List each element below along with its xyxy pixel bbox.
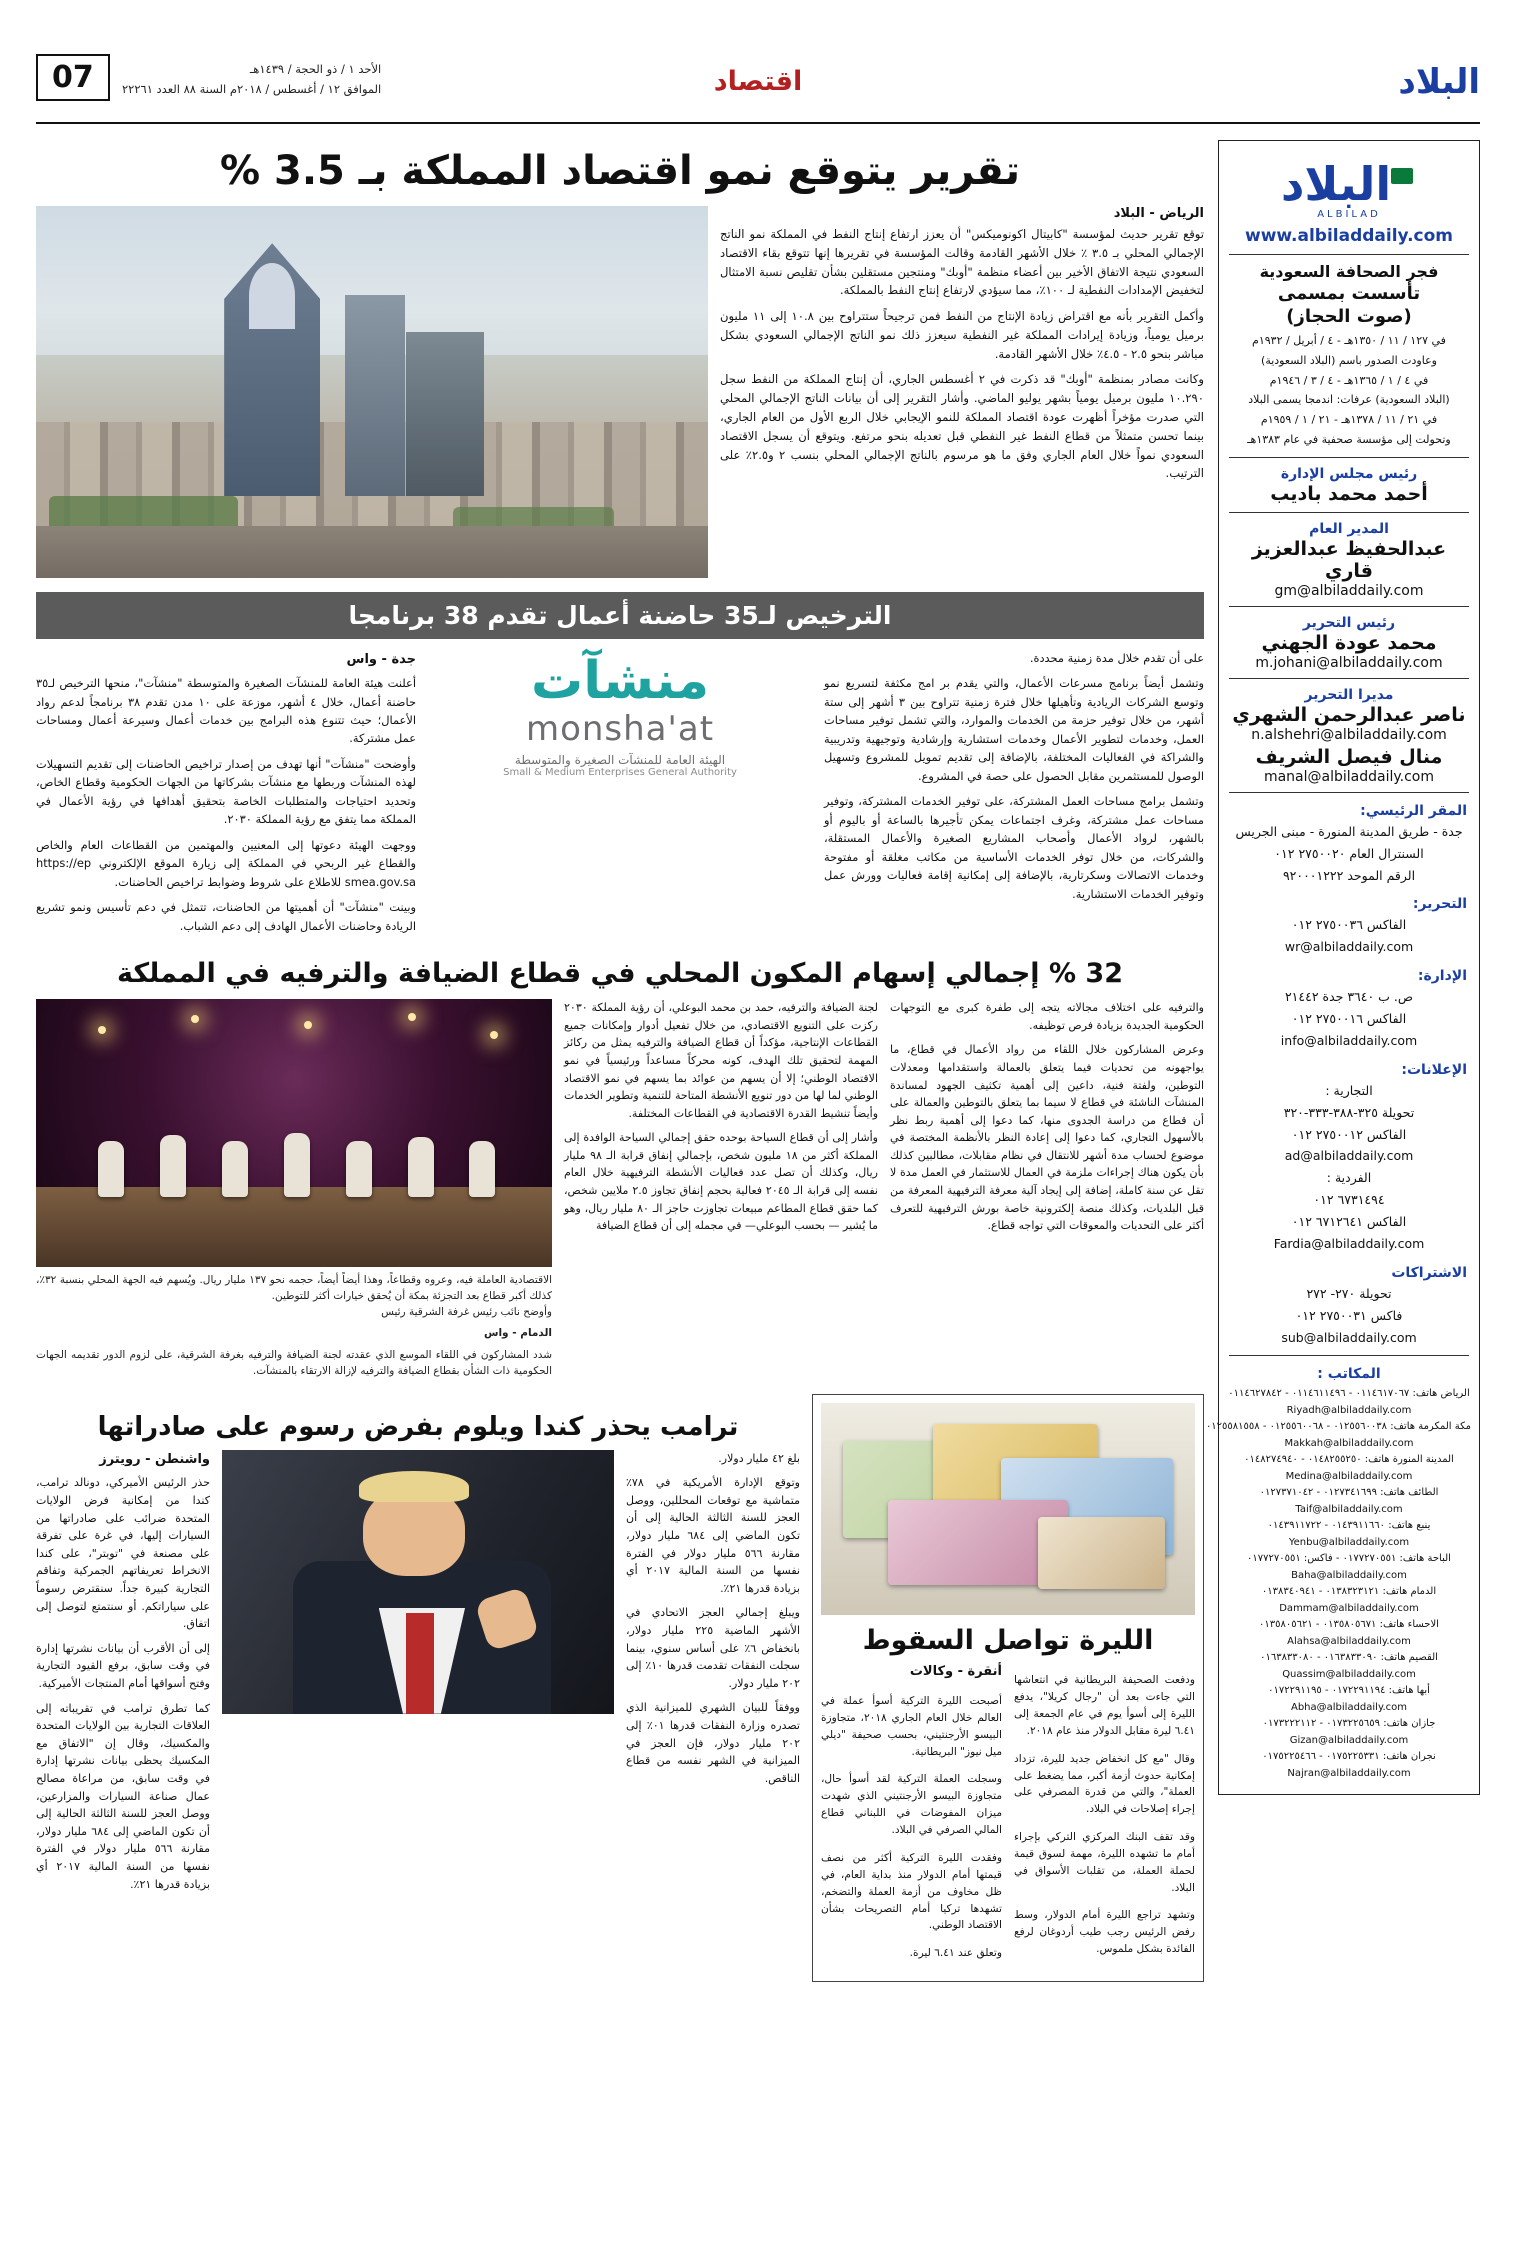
contact-email[interactable]: wr@albiladdaily.com: [1284, 939, 1414, 955]
history-line: وعاودت الصدور باسم (البلاد السعودية): [1261, 353, 1437, 367]
lead-dateline: الرياض - البلاد: [1113, 206, 1204, 221]
tourism-col-left: [890, 999, 1204, 1242]
contact-line: ص. ب ٣٦٤٠ جدة ٢١٤٤٢: [1284, 989, 1414, 1005]
staff-role: رئيس التحرير: [1302, 614, 1396, 631]
divider: [1229, 512, 1469, 513]
bureau-email[interactable]: Makkah@albiladdaily.com: [1284, 1437, 1414, 1449]
bureau-line: جازان هاتف: ٠١٧٣٢٢٥٦٥٩ - ٠١٧٣٢٢٢١١٢: [1262, 1718, 1436, 1730]
monshaat-logo-en: monsha'at: [525, 709, 715, 749]
bureau-email[interactable]: Yenbu@albiladdaily.com: [1288, 1536, 1410, 1548]
divider: [1229, 254, 1469, 255]
contact-headquarters: [1227, 803, 1471, 887]
history-line: في ١٢٧ / ١١ / ١٣٥٠هـ - ٤ / أبريل / ١٩٣٢م: [1252, 334, 1446, 347]
bureau-line: الباحة هاتف: ٠١٧٧٢٧٠٥٥١ - فاكس: ٠١٧٧٢٧٠٥٥١: [1247, 1553, 1451, 1565]
contact-line: الفردية :: [1326, 1170, 1372, 1186]
divider: [1229, 1355, 1469, 1356]
paragraph: وتعلق عند ٦.٤١ ليرة.: [909, 1947, 1002, 1959]
bureaus-list: [1205, 1386, 1471, 1782]
incubators-headline: الترخيص لـ35 حاضنة أعمال تقدم 38 برنامجا: [36, 592, 1204, 639]
trump-col-left: [626, 1450, 800, 1795]
sidebar-colophon: [1205, 140, 1480, 1795]
tagline-2: تأسست بمسمى: [1277, 283, 1421, 304]
sidebar-logo: البلاد: [1227, 161, 1471, 207]
staff-name: أحمد محمد باديب: [1270, 482, 1428, 505]
history-line: وتحولت إلى مؤسسة صحفية في عام ١٣٨٣هـ: [1247, 432, 1451, 446]
divider: [1229, 457, 1469, 458]
staff-editor-in-chief: [1227, 615, 1471, 671]
paragraph: إلى أن الأقرب أن بيانات نشرتها إدارة في وقت سابق، برفع القيود التجارية وفتح أسواقها أمام المنتجات الأميركية.: [36, 1641, 210, 1690]
staff-role: المدير العام: [1309, 520, 1389, 537]
contact-line: الرقم الموحد ٩٢٠٠٠١٢٢٢: [1282, 867, 1416, 883]
bureau-email[interactable]: Riyadh@albiladdaily.com: [1286, 1404, 1412, 1416]
bureau-email[interactable]: Gizan@albiladdaily.com: [1289, 1734, 1409, 1746]
paragraph: بلغ ٤٢ مليار دولار.: [718, 1451, 800, 1465]
contact-subscriptions: [1227, 1265, 1471, 1349]
staff-name: منال فيصل الشريف: [1255, 745, 1443, 768]
history-line: في ٤ / ١ / ١٣٦٥هـ - ٤ / ٣ / ١٩٤٦م: [1269, 373, 1429, 387]
section-title: اقتصاد: [713, 66, 803, 97]
staff-email[interactable]: gm@albiladdaily.com: [1274, 582, 1424, 599]
contact-email[interactable]: Fardia@albiladdaily.com: [1273, 1235, 1425, 1251]
tourism-lead-paragraph: شدد المشاركون في اللقاء الموسع الذي عقدته لجنة الضيافة والترفيه بغرفة الشرقية، على لزوم الدور تقديمه الجهات الحكومية ذات الشأن بقطاع الضيافة والترفيه لإزالة الارتقاء بالمنشآت.: [36, 1349, 552, 1377]
incubators-col-right: [36, 649, 416, 942]
monshaat-logo: [430, 649, 810, 778]
contact-line: التجارية :: [1325, 1082, 1373, 1098]
history-line: في ٢١ / ١١ / ١٣٧٨هـ - ٢١ / ١ / ١٩٥٩م: [1260, 413, 1438, 427]
paragraph: وأكمل التقرير بأنه مع اقتراض زيادة الإنتاج من النفط فمن ترجيحاً ستتراوح بين ١٠.٨ إلى ١١ مليون برميل يومياً، وزيادة إيرادات المملكة غير النفطية سيعزز ذلك نمو الناتج الإجمالي السعودي بشكل مباشر بنحو ٢.٥ - ٤.٥٪ خلال الأشهر القادمة.: [720, 309, 1204, 361]
trump-dateline: واشنطن - رويترز: [99, 1451, 210, 1467]
bureau-line: نجران هاتف: ٠١٧٥٢٢٥٣٣١ - ٠١٧٥٢٢٥٤٦٦: [1262, 1751, 1436, 1763]
bureau-email[interactable]: Najran@albiladdaily.com: [1287, 1767, 1411, 1779]
lira-headline: الليرة تواصل السقوط: [862, 1624, 1154, 1656]
contact-editorial: [1227, 896, 1471, 958]
trump-photo-portrait: [222, 1450, 614, 1714]
paragraph: لجنة الضيافة والترفيه، حمد بن محمد البوعلي، أن رؤية المملكة ٢٠٣٠ ركزت على التنويع الاقتصادي، من خلال تفعيل أدوار وإمكانات جميع القطاعات الإنتاجية، مؤكداً أن قطاع الضيافة والترفيه يمثل من ركائز المهمة لتحقيق تلك الهدف، كونه محركاً مساعداً ورئيسياً في نمو الاقتصاد الوطني؛ إلا أن يسهم من عوائد بما يسهم في نمو الاقتصاد الوطني لما لها من دور تنويع الأنشطة المتاحة للتنمية وتطوير الخدمات وأيضاً تنشيط القدرة الاقتصادية في القطاعات المختلفة.: [564, 1001, 878, 1120]
contact-line: فاكس ٢٧٥٠٠٣١ ٠١٢: [1295, 1307, 1403, 1323]
tourism-photo-block: [36, 999, 552, 1380]
paragraph: وأشار إلى أن قطاع السياحة بوحده حقق إجمالي السياحة الوافدة إلى المملكة أكثر من ١٨ مليون شخص، بإجمالي إنفاق قرابة الـ ٩٨ مليار ريال، وكذلك أن تصل عدد فعاليات الأنشطة الترفيهية خلال العام نفسه إلى قرابة الـ ٢٠٤٥ فعالية بحجم إنفاق تجاوز ٢.٥ ملايين شخص، كما حقق قطاع المطاعم مبيعات تجاوزت حاجز الـ ٨٠ مليار ريال، وهو ما يُشير — بحسب البوعلي— في مجمله إلى أن قطاع الضيافة: [564, 1131, 879, 1233]
saudi-flag-icon: [1391, 168, 1413, 184]
contact-advertising: [1227, 1062, 1471, 1255]
tourism-col-mid: [564, 999, 878, 1242]
monshaat-logo-ar: منشآت: [530, 651, 710, 711]
staff-email[interactable]: m.johani@albiladdaily.com: [1255, 654, 1443, 671]
bottom-row: [36, 1394, 1204, 1982]
tagline-1: فجر الصحافة السعودية: [1259, 262, 1439, 281]
divider: [1229, 792, 1469, 793]
paragraph: ودفعت الصحيفة البريطانية في انتعاشها التي جاءت بعد أن "رجال كريلا"، يدفع الليرة إلى أسوأ يوم في عام الجمعة إلى ٦.٤١ ليرة مقابل الدولار منذ عام ٢٠١٨.: [1014, 1674, 1195, 1738]
incubators-dateline: جدة - واس: [346, 652, 416, 667]
divider: [1229, 678, 1469, 679]
bureau-email[interactable]: Quassim@albiladdaily.com: [1282, 1668, 1416, 1680]
paragraph: حذر الرئيس الأميركي، دونالد ترامب، كندا من إمكانية فرض الولايات المتحدة ضرائب على صادراتها من السيارات إليها، في غرة على تفرقة على مصنعة في "توبتر"، على كندا الانخراط تعريفاتهم الجمركية وتفاقم التجارية كبيرة جداً. سنقترض رسوماً على سياراتكم. أو سنتمتع لتوصل إلى اتفاق.: [36, 1476, 210, 1631]
paragraph: وتشمل برامج مساحات العمل المشتركة، على توفير الخدمات المشتركة، وتوفير مساحات عمل مشتركة، وغرف اجتماعات يمكن تأجيرها بالساعة أو باليوم أو بالشهر، لرواد الأعمال وأصحاب المشاريع الصغيرة والأعمال المستقلة، والشركات، من خلال توفر الخدمات الأساسية من مكاتب مغلقة أو مفتوحة وخدمات الاتصالات وسكرتارية، بالإضافة إلى إمكانية إقامة فعاليات وورش عمل وتوفير الخدمات الاستشارية.: [824, 794, 1204, 901]
section-label: الإعلانات:: [1401, 1061, 1467, 1078]
history-line: (البلاد السعودية) عرفات: اندمجا يسمى البلاد: [1248, 393, 1450, 407]
contact-line: الفاكس ٢٧٥٠٠١٦ ٠١٢: [1291, 1011, 1407, 1027]
paragraph: وأوضحت "منشآت" أنها تهدف من إصدار تراخيص الحاضنات إلى تقديم التسهيلات لهذه المنشآت وربطها مع منشآت بشركاتها من الجهات الحكومية وقطاع الخاص، وتحديد احتياجات والمتطلبات الخاصة بتحقيق أهدافها في رؤية الأعمال في المملكة مما يتفق مع رؤية المملكة ٢٠٣٠.: [36, 756, 416, 827]
date-block: [122, 60, 381, 99]
contact-line: تحويلة ٢٧٠- ٢٧٢: [1306, 1285, 1392, 1301]
gregorian-date: الموافق ١٢ / أغسطس / ٢٠١٨م السنة ٨٨ العدد ٢٢٢٦١: [122, 81, 382, 96]
staff-name: محمد عودة الجهني: [1261, 631, 1437, 654]
history-block: [1227, 331, 1471, 450]
bureau-line: مكة المكرمة هاتف: ٠١٢٥٥٦٠٠٣٨ - ٠١٢٥٥٦٠٠٦٨ - ٠١٢٥٥٨١٥٥٨: [1205, 1421, 1471, 1433]
lira-dateline: أنقرة - وكالات: [909, 1663, 1002, 1679]
masthead: [36, 60, 1480, 122]
section-label: التحرير:: [1412, 896, 1467, 913]
bureau-line: المدينة المنورة هاتف: ٠١٤٨٢٥٥٢٥٠ - ٠١٤٨٢٧٤٩٤٠: [1244, 1454, 1454, 1466]
paragraph: ويبلغ إجمالي العجز الاتحادي في الأشهر الماضية ٢٢٥ مليار دولار، بانخفاض ٦٪ على أساس سنوي، بينما سجلت النفقات تقدمت قدرها ١٠٪ إلى ٢٠٢ مليار دولار.: [626, 1606, 801, 1690]
lead-headline: تقرير يتوقع نمو اقتصاد المملكة بـ 3.5 %: [220, 148, 1020, 194]
staff-email[interactable]: manal@albiladdaily.com: [1263, 768, 1435, 785]
contact-line: جدة - طريق المدينة المنورة - مبنى الجريس: [1235, 823, 1463, 839]
article-tourism: [36, 958, 1204, 1380]
bureau-email[interactable]: Abha@albiladdaily.com: [1290, 1701, 1407, 1713]
staff-role: رئيس مجلس الإدارة: [1280, 465, 1418, 482]
tagline-3: (صوت الحجاز): [1286, 306, 1412, 327]
trump-headline: ترامب يحذر كندا ويلوم بفرض رسوم على صادراتها: [97, 1411, 739, 1442]
hijri-date: الأحد ١ / ذو الحجة / ١٤٣٩هـ: [249, 62, 382, 76]
paragraph: وكانت مصادر بمنظمة "أوبك" قد ذكرت في ٢ أغسطس الجاري، أن إنتاج المملكة من النفط سجل ١٠.٢٩٠ مليون برميل يومياً بشهر يوليو الماضي. وأشار التقرير إلى أن بيانات الناتج الإجمالي المحلي التي صدرت مؤخراً أظهرت عودة اقتصاد المملكة للنمو الإيجابي خلال الربع الأول من العام الجاري، بينما تحسن متمثلاً من قطاع النفط غير النفطي قبل تعديله بنحو مرتفع. ويتوقع أن يسجل الاقتصاد السعودي نمواً خلال العام الجاري وفق ما هو مرسوم بالناتج الإجمالي المحلي بنسب ٢ و٢.٥٪ على الترتيب.: [720, 372, 1204, 481]
section-label: الإدارة:: [1417, 968, 1467, 985]
monshaat-subtitle-en: Small & Medium Enterprises General Authority: [503, 767, 737, 778]
main-content: [36, 140, 1204, 1982]
paragraph: وفقدت الليرة التركية أكثر من نصف قيمتها أمام الدولار منذ بداية العام، في ظل مخاوف من أزمة العملة والتضخم، تشهدها تركيا أمام التصريحات بشأن الاقتصاد الوطني.: [821, 1851, 1002, 1932]
bureau-email[interactable]: Taif@albiladdaily.com: [1295, 1503, 1403, 1515]
lira-col-left: [1014, 1662, 1195, 1973]
lira-photo-banknotes: [821, 1403, 1195, 1615]
contact-email[interactable]: ad@albiladdaily.com: [1284, 1148, 1414, 1164]
page-number: 07: [36, 54, 110, 101]
bureaus-label: المكاتب :: [1317, 1366, 1381, 1383]
paragraph: وقد تقف البنك المركزي التركي بإجراء أمام ما تشهده الليرة، مهمة لسوق قيمة لحملة العملة، من تقلبات الأسواق في البلاد.: [1014, 1830, 1195, 1894]
paragraph: وقال "مع كل انخفاض جديد لليرة، تزداد إمكانية حدوث أزمة أكبر، مما يضغط على العملة"، والتي من قدرة المصرفي على إجراء إصلاحات في البلاد.: [1014, 1752, 1195, 1816]
trump-col-right: [36, 1450, 210, 1900]
tourism-photo-circus-show: [36, 999, 552, 1267]
paragraph: وسجلت العملة التركية لقد أسوأ حال، متجاوزة البيسو الأرجنتيني الذي شهدت ميزان المفوضات في اللبناني قطاع المالي الصرفي في البلاد.: [821, 1773, 1002, 1837]
staff-role: مديرا التحرير: [1304, 686, 1394, 703]
bureau-line: الرياض هاتف: ٠١١٤٦١٧٠٦٧ - ٠١١٤٦١١٤٩٦ - ٠١١٤٦٢٧٨٤٢: [1228, 1388, 1470, 1400]
bureau-email[interactable]: Alahsa@albiladdaily.com: [1287, 1635, 1411, 1647]
paragraph: توقع تقرير حديث لمؤسسة "كابيتال اكونوميكس" أن يعزز ارتفاع إنتاج النفط في المملكة نمو الناتج الإجمالي المحلي بـ ٣.٥ ٪ خلال الأشهر القادمة وقالت المؤسسة في تقريرها إنها تتوقع بقاء الاقتصاد السعودي نتيجة الاتفاق الأخير بين أعضاء منظمة "أوبك" ومنتجين مستقلين بشأن تقليص نسبة الامتثال لتخفيض الإمدادات النفطية لـ ١٠٠٪، مما سيؤدي لارتفاع إنتاج النفط بالمملكة.: [720, 227, 1204, 298]
contact-email[interactable]: info@albiladdaily.com: [1280, 1032, 1418, 1048]
staff-managing-editors: [1227, 687, 1471, 785]
caption-line: الاقتصادية العاملة فيه، وعروه وقطاعاً، وهذا أيضاً أيضاً، حجمه نحو ١٣٧ مليار ريال. ويُسهم فيه الجهة المحلي بنسبة ٣٢٪، كذلك أكبر قطاع بعد التجزئة بمكة أن يُحقق خيارات أكثر للتوطين.: [36, 1274, 552, 1302]
paragraph: وبينت "منشآت" أن أهميتها من الحاضنات، تتمثل في دعم تأسيس ونمو تشريع الريادة وحاضنات الأعمال الهادف إلى دعم الشباب.: [36, 900, 416, 933]
article-trump: [36, 1394, 800, 1900]
sidebar-logo-latin: ALBILAD: [1317, 209, 1381, 220]
caption-line: وأوضح نائب رئيس غرفة الشرقية رئيس: [381, 1305, 552, 1318]
bureau-line: ينبع هاتف: ٠١٤٣٩١١٦٦٠ - ٠١٤٣٩١١٧٢٢: [1267, 1520, 1431, 1532]
paragraph: كما تطرق ترامب في تقريباته إلى العلاقات التجارية بين الولايات المتحدة والمكسيك، وقال إن "الاتفاق مع المكسيك يحظى بيانات نشرتها إدارة في وقت سابق، من مراعاة مصالح عمال صناعة السيارات والمزارعين، ووصل العجز للسنة الثالثة الحالية إلى أن تكون الماضي إلى ٦٨٤ مليار دولار، مقارنة ٥٦٦ مليار دولار في الفترة نفسها من السنة المالية ٢٠١٧ أي بزيادة قدرها ٢١٪.: [36, 1701, 210, 1891]
contact-line: الفاكس ٢٧٥٠٠١٢ ٠١٢: [1291, 1126, 1407, 1142]
paragraph: ووجهت الهيئة دعوتها إلى المعنيين والمهتمين من القطاعات العام والخاص والقطاع غير الربحي في المملكة إلى زيارة الموقع الإلكتروني https://ep smea.gov.sa للاطلاع على شروط وضوابط تراخيص الحاضنات.: [36, 837, 416, 889]
lead-photo-riyadh-skyline: [36, 206, 708, 578]
monshaat-subtitle-ar: الهيئة العامة للمنشآت الصغيرة والمتوسطة: [514, 753, 726, 767]
contact-line: الفاكس ٦٧١٢٦٤١ ٠١٢: [1291, 1214, 1407, 1230]
divider: [1229, 606, 1469, 607]
website-url[interactable]: www.albiladdaily.com: [1245, 226, 1453, 246]
staff-name: عبدالحفيظ عبدالعزيز قاري: [1251, 537, 1447, 582]
paragraph: والترفيه على اختلاف مجالاته يتجه إلى طفرة كبرى مع التوجهات الحكومية الجديدة بزيادة فرص توظيفه.: [890, 1001, 1204, 1032]
staff-gm: [1227, 521, 1471, 599]
contact-line: السنترال العام ٢٧٥٠٠٢٠ ٠١٢: [1274, 845, 1424, 861]
bureau-line: الدمام هاتف: ٠١٣٨٣٢٣١٢١ - ٠١٣٨٣٤٠٩٤١: [1261, 1586, 1437, 1598]
masthead-divider: [36, 122, 1480, 124]
paragraph: وتوقع الإدارة الأمريكية في ٧٨٪ متماشية مع توقعات المحللين، ووصل العجز للسنة الثالثة الحالية إلى أن تكون الماضي إلى ٦٨٤ مليار دولار، مقارنة ٥٦٦ مليار دولار في الفترة نفسها من السنة المالية ٢٠١٧ أي بزيادة قدرها ٢١٪.: [626, 1476, 801, 1595]
tourism-dateline: الدمام - واس: [483, 1327, 552, 1340]
bureau-line: الطائف هاتف: ٠١٢٧٣٤١٦٩٩ - ٠١٢٧٣٧١٠٤٢: [1259, 1487, 1439, 1499]
section-label: المقر الرئيسي:: [1360, 802, 1467, 819]
article-lira: [812, 1394, 1204, 1982]
contact-line: ٦٧٣١٤٩٤ ٠١٢: [1313, 1192, 1385, 1208]
bureau-line: القصيم هاتف: ٠١٦٣٨٣٣٠٩٠ - ٠١٦٣٨٣٣٠٨٠: [1260, 1652, 1438, 1664]
staff-name: ناصر عبدالرحمن الشهري: [1232, 703, 1466, 726]
article-lead: [36, 146, 1204, 578]
bureau-email[interactable]: Baha@albiladdaily.com: [1291, 1569, 1407, 1581]
paper-logo: البلاد: [1398, 62, 1480, 102]
lira-col-right: [821, 1662, 1002, 1973]
contact-administration: [1227, 968, 1471, 1052]
lead-text-column: [720, 206, 1204, 578]
contact-line: تحويلة ٣٢٥-٣٨٨-٣٣٣-٣٢٠: [1283, 1104, 1415, 1120]
staff-chairman: [1227, 466, 1471, 505]
paragraph: على أن تقدم خلال مدة زمنية محددة.: [1029, 651, 1204, 665]
paragraph: ووفقاً للبيان الشهري للميزانية الذي تصدره وزارة النفقات قدرها ٠١٪ إلى ٢٠٢ مليار دولار، فإن العجز في الميزانية في الشهر نفسه من قطاع الناقص.: [626, 1701, 800, 1785]
paragraph: وعرض المشاركون خلال اللقاء من رواد الأعمال في قطاع، ما يواجهونه من تحديات فيما يتعلق بالعمالة واستقدامها ومعدلات التوطين، ولفتة فنية، داعين إلى أهمية تكثيف الجهود لمساندة المنشآت الناشئة في قطاع لا سيما بما يتعلق بالتوطين والعمالة على أن قطاع من دراسة الجدوى منها، كما دعوا إلى أهمية ربط نظر بالأسهول التجاري، كما دعوا إلى إعادة النظر بالأنظمة المختصة في موضوع لحساب مدة أشهر للانتقال في نظام مقابلات، مطالبين كذلك بأن يكون هناك إجراءات ملزمة في العمال للاستثمار في العمل مدة لا تقل عن سنة كاملة، إضافة إلى إيجاد آلية معرفة الترفيهية المعرفة من قبل البلديات، وكذلك منصة إلكترونية خاصة بورش الترفيهية للتعرف أكثر على التحديات والمعوقات التي تواجه قطاع.: [890, 1043, 1204, 1233]
incubators-col-mid: [824, 649, 1204, 910]
tourism-headline: 32 % إجمالي إسهام المكون المحلي في قطاع الضيافة والترفيه في المملكة: [117, 958, 1123, 990]
bureau-line: أبها هاتف: ٠١٧٢٢٩١١٩٤ - ٠١٧٢٢٩١١٩٥: [1268, 1685, 1430, 1697]
bureau-email[interactable]: Medina@albiladdaily.com: [1285, 1470, 1413, 1482]
paragraph: أصبحت الليرة التركية أسوأ عملة في العالم خلال العام الجاري ٢٠١٨، متجاوزة البيسو الأرجنتيني، بحسب صحيفة "ديلي ميل نيوز" البريطانية.: [821, 1695, 1002, 1758]
bureau-line: الاحساء هاتف: ٠١٣٥٨٠٥٦٧١ - ٠١٣٥٨٠٥٦٢١: [1259, 1619, 1439, 1631]
paragraph: وتشهد تراجع الليرة أمام الدولار، وسط رفض الرئيس رجب طيب أردوغان لرفع الفائدة بشكل ملموس.: [1014, 1909, 1195, 1956]
contact-line: الفاكس ٢٧٥٠٠٣٦ ٠١٢: [1291, 917, 1407, 933]
tourism-caption: [36, 1273, 552, 1320]
trump-photo-block: [222, 1450, 614, 1714]
paragraph: وتشمل أيضاً برنامج مسرعات الأعمال، والتي يقدم بر امج مكثفة لتسريع نمو وتوسع الشركات الريادية وتأهيلها خلال فترة زمنية تتراوح بين ٣ أشهر إلى ستة أشهر، من خلال توفير حزمة من الخدمات والموارد، والتي تشمل توفير مساحات العمل، وخدمات لتطوير الأعمال وخدمات استشارية وإرشادية وتوجيهية وتدريبية والشراكة في الفعاليات المختلفة، بالإضافة إلى تقديم تمويل للمشروع وتسهيل الوصول للمستثمرين مقابل الحصول على حصة في المشروع.: [824, 676, 1204, 783]
paragraph: أعلنت هيئة العامة للمنشآت الصغيرة والمتوسطة "منشآت"، منحها الترخيص لـ٣٥ حاضنة أعمال، خلال ٤ أشهر، موزعة على ١٠ مدن تقدم ٣٨ برنامجاً لدعم رواد الأعمال؛ حيث تتنوع هذه البرامج بين خدمات أعمال وسيرعة أعمال ومساحات عمل مشتركة.: [36, 676, 416, 746]
contact-email[interactable]: sub@albiladdaily.com: [1281, 1329, 1417, 1345]
staff-email[interactable]: n.alshehri@albiladdaily.com: [1251, 726, 1447, 743]
section-label: الاشتراكات: [1391, 1264, 1467, 1281]
article-incubators: [36, 592, 1204, 942]
bureau-email[interactable]: Dammam@albiladdaily.com: [1279, 1602, 1419, 1614]
